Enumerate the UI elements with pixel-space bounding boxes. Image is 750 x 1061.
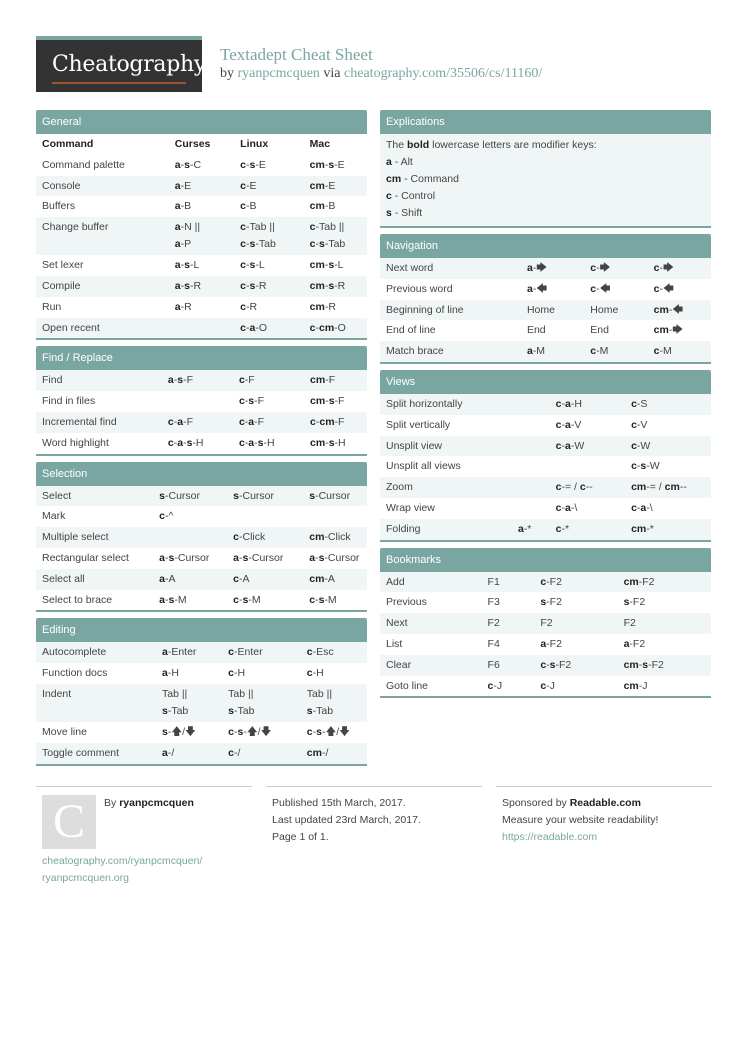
table-row <box>36 684 367 722</box>
section-title: Navigation <box>380 234 711 258</box>
shortcut-cell: a-* <box>512 519 550 540</box>
command-name: List <box>380 634 482 655</box>
shortcut-cell: c-s-R <box>234 276 303 297</box>
shortcut-cell: Home <box>521 300 584 321</box>
avatar: C <box>42 795 96 849</box>
modifier-item <box>386 205 705 222</box>
shortcut-cell: a-/ <box>156 743 222 764</box>
modifier-key: c <box>386 190 392 202</box>
sponsor-line <box>502 795 712 812</box>
explications-intro <box>386 137 705 154</box>
section-explications <box>380 110 711 228</box>
section-title: Editing <box>36 618 367 642</box>
by-label: By <box>104 797 117 809</box>
table-row <box>380 456 711 477</box>
shortcut-cell: c-s-🡅/🡇 <box>222 722 301 743</box>
table-row <box>380 477 711 498</box>
command-name: Incremental find <box>36 412 162 433</box>
shortcut-cell: cm-A <box>303 569 367 590</box>
shortcut-cell: cm-F <box>304 370 367 391</box>
command-name: Goto line <box>380 676 482 697</box>
command-name: Next word <box>380 258 521 279</box>
shortcut-cell: a-s-Cursor <box>227 548 303 569</box>
table-row <box>36 590 367 611</box>
shortcut-cell: c-J <box>534 676 617 697</box>
section-title: Bookmarks <box>380 548 711 572</box>
shortcut-cell: a-s-F <box>162 370 233 391</box>
sponsor-link[interactable]: https://readable.com <box>502 831 598 843</box>
shortcut-cell: c-Esc <box>301 642 367 663</box>
shortcut-cell: cm-E <box>304 176 367 197</box>
table-row <box>36 370 367 391</box>
table-row <box>36 318 367 339</box>
section-title: Views <box>380 370 711 394</box>
shortcut-cell: a-F2 <box>534 634 617 655</box>
table-row <box>36 176 367 197</box>
shortcut-cell: F2 <box>482 613 535 634</box>
table-row <box>380 592 711 613</box>
table-row <box>36 486 367 507</box>
shortcut-cell: c-W <box>625 436 711 457</box>
explications-body <box>380 134 711 226</box>
shortcut-cell <box>169 318 234 339</box>
table-row <box>36 155 367 176</box>
shortcut-cell: c-cm-O <box>304 318 367 339</box>
footer-sponsor <box>496 786 712 846</box>
shortcut-cell: F1 <box>482 572 535 593</box>
section-find-replace <box>36 346 367 455</box>
shortcut-cell: c-🡆 <box>648 258 711 279</box>
shortcut-cell: a-H <box>156 663 222 684</box>
logo-text: Cheatography <box>52 52 207 77</box>
views-table <box>380 394 711 540</box>
shortcut-cell: s-F2 <box>534 592 617 613</box>
author-link[interactable]: ryanpcmcquen <box>237 66 320 81</box>
command-name: Select all <box>36 569 153 590</box>
shortcut-cell: F4 <box>482 634 535 655</box>
table-row <box>380 572 711 593</box>
table-row <box>380 320 711 341</box>
command-name: Console <box>36 176 169 197</box>
table-row <box>380 415 711 436</box>
left-column <box>36 110 367 772</box>
right-column <box>380 110 711 704</box>
table-row <box>380 634 711 655</box>
command-name: Open recent <box>36 318 169 339</box>
table-row <box>380 436 711 457</box>
command-name: Command <box>36 134 169 155</box>
table-row <box>36 527 367 548</box>
shortcut-cell: End <box>521 320 584 341</box>
footer-author <box>36 786 252 887</box>
shortcut-cell: c-Tab || c-s-Tab <box>304 217 367 255</box>
shortcut-cell: c-F2 <box>534 572 617 593</box>
shortcut-cell: s-Cursor <box>153 486 227 507</box>
table-row <box>36 433 367 454</box>
table-row <box>36 391 367 412</box>
modifier-key: cm <box>386 173 402 185</box>
divider <box>496 786 712 787</box>
shortcut-cell: c-/ <box>222 743 301 764</box>
shortcut-cell: c-Enter <box>222 642 301 663</box>
command-name: Run <box>36 297 169 318</box>
shortcut-cell: a-M <box>521 341 584 362</box>
shortcut-cell: c-E <box>234 176 303 197</box>
bookmarks-table <box>380 572 711 697</box>
shortcut-cell: c-H <box>301 663 367 684</box>
command-name: Unsplit all views <box>380 456 512 477</box>
table-row <box>36 412 367 433</box>
updated-date: Last updated 23rd March, 2017. <box>272 814 421 826</box>
shortcut-cell <box>512 436 550 457</box>
shortcut-cell: Tab || s-Tab <box>301 684 367 722</box>
command-name: Beginning of line <box>380 300 521 321</box>
modifier-item <box>386 188 705 205</box>
divider <box>266 786 482 787</box>
table-row <box>36 297 367 318</box>
shortcut-cell: a-🡆 <box>521 258 584 279</box>
command-name: Previous <box>380 592 482 613</box>
shortcut-cell: c-s-M <box>303 590 367 611</box>
shortcut-cell: cm-s-L <box>304 255 367 276</box>
shortcut-cell <box>512 456 550 477</box>
cheatography-logo[interactable] <box>36 36 207 92</box>
section-title: Selection <box>36 462 367 486</box>
shortcut-cell <box>512 415 550 436</box>
shortcut-cell: c-a-F <box>233 412 304 433</box>
shortcut-cell: a-s-C <box>169 155 234 176</box>
shortcut-cell: c-Click <box>227 527 303 548</box>
site-link[interactable]: ryanpcmcquen.org <box>42 872 129 884</box>
command-name: Split vertically <box>380 415 512 436</box>
shortcut-cell: c-a-H <box>550 394 625 415</box>
command-name: Indent <box>36 684 156 722</box>
shortcut-cell: cm-s-H <box>304 433 367 454</box>
shortcut-cell <box>162 391 233 412</box>
command-name: Previous word <box>380 279 521 300</box>
command-name: Zoom <box>380 477 512 498</box>
table-row <box>36 276 367 297</box>
shortcut-cell: c-F <box>233 370 304 391</box>
shortcut-cell: c-a-W <box>550 436 625 457</box>
shortcut-cell <box>303 506 367 527</box>
command-name: Mark <box>36 506 153 527</box>
page-title: Textadept Cheat Sheet <box>220 45 373 64</box>
command-name: Clear <box>380 655 482 676</box>
shortcut-cell: c-s-E <box>234 155 303 176</box>
divider <box>36 786 252 787</box>
command-name: Folding <box>380 519 512 540</box>
shortcut-cell: c-s-M <box>227 590 303 611</box>
table-row <box>36 217 367 255</box>
command-name: Multiple select <box>36 527 153 548</box>
shortcut-cell: Mac <box>304 134 367 155</box>
shortcut-cell: c-V <box>625 415 711 436</box>
shortcut-cell: cm-s-E <box>304 155 367 176</box>
shortcut-cell: Home <box>584 300 647 321</box>
shortcut-cell <box>550 456 625 477</box>
shortcut-cell: Curses <box>169 134 234 155</box>
table-row <box>380 394 711 415</box>
shortcut-cell: cm-J <box>618 676 711 697</box>
profile-link[interactable]: cheatography.com/ryanpcmcquen/ <box>42 855 203 867</box>
table-row <box>36 743 367 764</box>
sponsored-label: Sponsored by <box>502 797 567 809</box>
shortcut-cell: c-🡄 <box>648 279 711 300</box>
shortcut-cell: s-🡅/🡇 <box>156 722 222 743</box>
table-row <box>380 613 711 634</box>
shortcut-cell: F6 <box>482 655 535 676</box>
command-name: Select to brace <box>36 590 153 611</box>
command-name: Compile <box>36 276 169 297</box>
shortcut-cell: c-s-🡅/🡇 <box>301 722 367 743</box>
table-row <box>36 663 367 684</box>
modifier-desc: - Command <box>401 173 459 185</box>
shortcut-cell: cm-R <box>304 297 367 318</box>
table-row <box>380 279 711 300</box>
shortcut-cell: a-🡄 <box>521 279 584 300</box>
table-row <box>36 255 367 276</box>
shortcut-cell: cm-Click <box>303 527 367 548</box>
section-general <box>36 110 367 340</box>
table-row <box>36 569 367 590</box>
section-title: General <box>36 110 367 134</box>
shortcut-cell: a-A <box>153 569 227 590</box>
command-name: Function docs <box>36 663 156 684</box>
table-header-row <box>36 134 367 155</box>
shortcut-cell: Linux <box>234 134 303 155</box>
shortcut-cell: a-B <box>169 196 234 217</box>
command-name: Move line <box>36 722 156 743</box>
shortcut-cell: cm-s-F <box>304 391 367 412</box>
shortcut-cell: c-s-W <box>625 456 711 477</box>
section-views <box>380 370 711 542</box>
table-row <box>36 506 367 527</box>
command-name: Split horizontally <box>380 394 512 415</box>
command-name: Unsplit view <box>380 436 512 457</box>
table-row <box>36 722 367 743</box>
shortcut-cell: cm-F2 <box>618 572 711 593</box>
command-name: Next <box>380 613 482 634</box>
command-name: Command palette <box>36 155 169 176</box>
intro-bold: bold <box>407 139 430 151</box>
general-table <box>36 134 367 338</box>
shortcut-cell: End <box>584 320 647 341</box>
published-date: Published 15th March, 2017. <box>272 797 406 809</box>
command-name: Change buffer <box>36 217 169 255</box>
section-navigation <box>380 234 711 364</box>
shortcut-cell: c-a-s-H <box>233 433 304 454</box>
shortcut-cell: c-^ <box>153 506 227 527</box>
table-row <box>380 655 711 676</box>
shortcut-cell: c-a-O <box>234 318 303 339</box>
command-name: Wrap view <box>380 498 512 519</box>
shortcut-cell: Tab || s-Tab <box>222 684 301 722</box>
shortcut-cell: s-Cursor <box>303 486 367 507</box>
table-row <box>380 258 711 279</box>
editing-table <box>36 642 367 763</box>
shortcut-cell: c-cm-F <box>304 412 367 433</box>
find-table <box>36 370 367 453</box>
shortcut-cell <box>512 394 550 415</box>
modifier-item <box>386 171 705 188</box>
author-name: ryanpcmcquen <box>119 797 194 809</box>
shortcut-cell: a-E <box>169 176 234 197</box>
footer-meta <box>266 786 482 846</box>
shortcut-cell: c-J <box>482 676 535 697</box>
shortcut-cell: a-s-M <box>153 590 227 611</box>
modifier-desc: - Shift <box>391 207 423 219</box>
shortcut-cell <box>512 498 550 519</box>
by-label: by <box>220 66 234 81</box>
shortcut-cell: c-S <box>625 394 711 415</box>
modifier-desc: - Control <box>391 190 436 202</box>
shortcut-cell: c-M <box>584 341 647 362</box>
table-row <box>380 300 711 321</box>
shortcut-cell: c-B <box>234 196 303 217</box>
command-name: Find in files <box>36 391 162 412</box>
table-row <box>380 519 711 540</box>
shortcut-cell: F2 <box>534 613 617 634</box>
command-name: Select <box>36 486 153 507</box>
shortcut-cell: a-F2 <box>618 634 711 655</box>
table-row <box>380 498 711 519</box>
table-row <box>36 548 367 569</box>
sheet-url-link[interactable]: cheatography.com/35506/cs/11160/ <box>344 66 543 81</box>
section-selection <box>36 462 367 613</box>
page-count: Page 1 of 1. <box>272 831 329 843</box>
section-bookmarks <box>380 548 711 699</box>
shortcut-cell: a-s-L <box>169 255 234 276</box>
shortcut-cell: c-A <box>227 569 303 590</box>
command-name: Buffers <box>36 196 169 217</box>
command-name: Autocomplete <box>36 642 156 663</box>
byline <box>220 66 542 82</box>
command-name: Toggle comment <box>36 743 156 764</box>
table-row <box>36 642 367 663</box>
section-title: Find / Replace <box>36 346 367 370</box>
intro-text: lowercase letters are modifier keys: <box>432 139 597 151</box>
shortcut-cell: cm-🡄 <box>648 300 711 321</box>
shortcut-cell: a-s-R <box>169 276 234 297</box>
shortcut-cell: c-= / c-- <box>550 477 625 498</box>
shortcut-cell: Tab || s-Tab <box>156 684 222 722</box>
via-label: via <box>323 66 341 81</box>
command-name: End of line <box>380 320 521 341</box>
author-line <box>104 795 252 853</box>
shortcut-cell: F3 <box>482 592 535 613</box>
section-title: Explications <box>380 110 711 134</box>
shortcut-cell: c-🡄 <box>584 279 647 300</box>
shortcut-cell: cm-/ <box>301 743 367 764</box>
table-row <box>380 676 711 697</box>
shortcut-cell: c-s-F2 <box>534 655 617 676</box>
sponsor-tagline: Measure your website readability! <box>502 814 659 826</box>
section-editing <box>36 618 367 765</box>
navigation-table <box>380 258 711 362</box>
shortcut-cell: c-R <box>234 297 303 318</box>
shortcut-cell: c-s-F <box>233 391 304 412</box>
shortcut-cell: a-s-Cursor <box>153 548 227 569</box>
shortcut-cell <box>512 477 550 498</box>
modifier-key: a <box>386 156 392 168</box>
shortcut-cell: cm-🡆 <box>648 320 711 341</box>
shortcut-cell: s-Cursor <box>227 486 303 507</box>
shortcut-cell: a-R <box>169 297 234 318</box>
table-row <box>380 341 711 362</box>
table-row <box>36 196 367 217</box>
shortcut-cell: c-a-F <box>162 412 233 433</box>
intro-text: The <box>386 139 405 151</box>
shortcut-cell: c-🡆 <box>584 258 647 279</box>
modifier-desc: - Alt <box>391 156 413 168</box>
shortcut-cell: c-M <box>648 341 711 362</box>
shortcut-cell: a-s-Cursor <box>303 548 367 569</box>
shortcut-cell: cm-s-R <box>304 276 367 297</box>
shortcut-cell <box>227 506 303 527</box>
shortcut-cell: c-a-V <box>550 415 625 436</box>
modifier-item <box>386 154 705 171</box>
shortcut-cell: c-a-s-H <box>162 433 233 454</box>
sponsor-name: Readable.com <box>569 797 641 809</box>
modifier-key: s <box>386 207 392 219</box>
shortcut-cell: cm-s-F2 <box>618 655 711 676</box>
shortcut-cell: s-F2 <box>618 592 711 613</box>
command-name: Add <box>380 572 482 593</box>
shortcut-cell <box>153 527 227 548</box>
shortcut-cell: cm-* <box>625 519 711 540</box>
shortcut-cell: c-H <box>222 663 301 684</box>
selection-table <box>36 486 367 611</box>
shortcut-cell: a-Enter <box>156 642 222 663</box>
logo-underline <box>52 82 186 84</box>
command-name: Set lexer <box>36 255 169 276</box>
shortcut-cell: cm-B <box>304 196 367 217</box>
shortcut-cell: c-Tab || c-s-Tab <box>234 217 303 255</box>
shortcut-cell: c-s-L <box>234 255 303 276</box>
shortcut-cell: cm-= / cm-- <box>625 477 711 498</box>
shortcut-cell: c-* <box>550 519 625 540</box>
command-name: Rectangular select <box>36 548 153 569</box>
shortcut-cell: F2 <box>618 613 711 634</box>
shortcut-cell: c-a-\ <box>625 498 711 519</box>
command-name: Match brace <box>380 341 521 362</box>
shortcut-cell: c-a-\ <box>550 498 625 519</box>
command-name: Word highlight <box>36 433 162 454</box>
shortcut-cell: a-N || a-P <box>169 217 234 255</box>
command-name: Find <box>36 370 162 391</box>
